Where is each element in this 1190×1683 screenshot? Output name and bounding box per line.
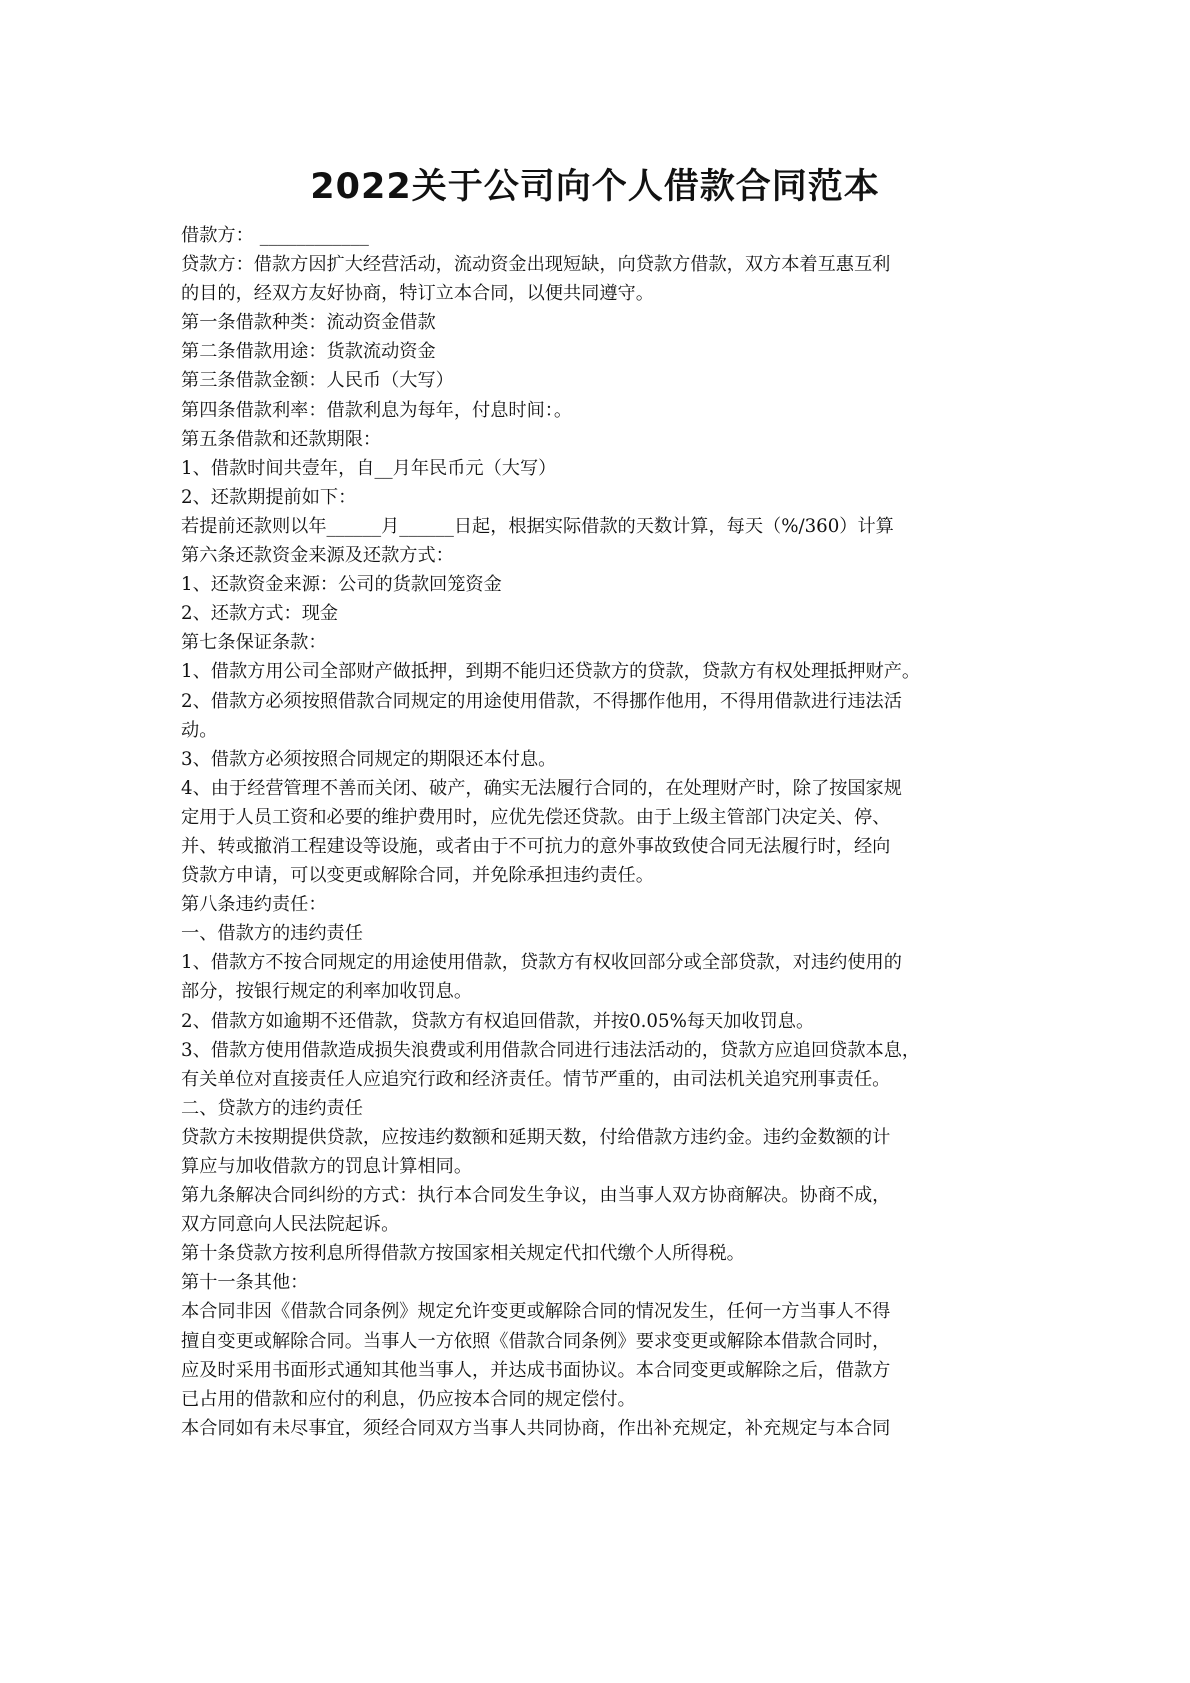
paragraph-line	[181, 977, 1031, 1006]
line-text: 2、借款方必须按照借款合同规定的用途使用借款，不得挪作他用，不得用借款进行违法活	[181, 690, 902, 712]
line-text: 定用于人员工资和必要的维护费用时，应优先偿还贷款。由于上级主管部门决定关、停、	[181, 806, 891, 828]
paragraph-line	[181, 861, 1031, 890]
line-text: 一、借款方的违约责任	[181, 923, 363, 945]
paragraph-line	[181, 745, 1031, 774]
line-text: 部分，按银行规定的利率加收罚息。	[181, 981, 473, 1003]
line-text: 贷款方申请，可以变更或解除合同，并免除承担违约责任。	[181, 865, 654, 887]
line-text: 的目的，经双方友好协商，特订立本合同，以便共同遵守。	[181, 283, 654, 305]
paragraph-line	[181, 1094, 1031, 1123]
paragraph-line	[181, 1036, 1031, 1065]
paragraph-line	[181, 628, 1031, 657]
line-text: 第十一条其他：	[181, 1272, 309, 1294]
paragraph-line	[181, 1297, 1031, 1326]
line-text: 2、还款期提前如下：	[181, 486, 357, 508]
paragraph-line	[181, 1007, 1031, 1036]
paragraph-line	[181, 948, 1031, 977]
line-text: 贷款方未按期提供贷款，应按违约数额和延期天数，付给借款方违约金。违约金数额的计	[181, 1126, 891, 1148]
line-text: 1、还款资金来源：公司的货款回笼资金	[181, 574, 502, 596]
paragraph-line	[181, 425, 1031, 454]
paragraph-line	[181, 483, 1031, 512]
paragraph-line	[181, 1181, 1031, 1210]
line-text: 第八条违约责任：	[181, 894, 327, 916]
paragraph-line	[181, 716, 1031, 745]
line-text: 若提前还款则以年______月______日起，根据实际借款的天数计算，每天（%/360）计算	[181, 515, 894, 537]
line-text: 3、借款方必须按照合同规定的期限还本付息。	[181, 748, 557, 770]
paragraph-line	[181, 570, 1031, 599]
paragraph-line	[181, 1356, 1031, 1385]
line-text: 借款方：	[181, 225, 254, 246]
line-text: 第六条还款资金来源及还款方式：	[181, 545, 454, 567]
line-text: 本合同非因《借款合同条例》规定允许变更或解除合同的情况发生，任何一方当事人不得	[181, 1301, 891, 1323]
paragraph-line	[181, 687, 1031, 716]
paragraph-line	[181, 657, 1031, 686]
paragraph-line	[181, 512, 1031, 541]
line-text: 擅自变更或解除合同。当事人一方依照《借款合同条例》要求变更或解除本借款合同时，	[181, 1330, 891, 1352]
paragraph-line	[181, 396, 1031, 425]
signature-blank: ____________	[259, 225, 369, 246]
line-text: 1、借款时间共壹年，自__月年民币元（大写）	[181, 457, 557, 479]
line-text: 第七条保证条款：	[181, 632, 327, 654]
line-text: 算应与加收借款方的罚息计算相同。	[181, 1156, 473, 1177]
paragraph-line	[181, 1210, 1031, 1239]
line-text: 双方同意向人民法院起诉。	[181, 1214, 400, 1236]
line-text: 有关单位对直接责任人应追究行政和经济责任。情节严重的，由司法机关追究刑事责任。	[181, 1068, 891, 1090]
line-text: 第一条借款种类：流动资金借款	[181, 312, 436, 334]
paragraph-line	[181, 1065, 1031, 1094]
line-text: 动。	[181, 719, 218, 741]
paragraph-line	[181, 1268, 1031, 1297]
paragraph-line	[181, 454, 1031, 483]
paragraph-line	[181, 366, 1031, 395]
line-text: 第十条贷款方按利息所得借款方按国家相关规定代扣代缴个人所得税。	[181, 1243, 745, 1265]
paragraph-line	[181, 308, 1031, 337]
paragraph-line	[181, 832, 1031, 861]
line-text: 第五条借款和还款期限：	[181, 428, 382, 450]
document-title: 2022关于公司向个人借款合同范本	[310, 167, 880, 207]
paragraph-line	[181, 337, 1031, 366]
paragraph-line	[181, 919, 1031, 948]
paragraph-line	[181, 279, 1031, 308]
paragraph-line	[181, 1327, 1031, 1356]
paragraph-line	[181, 803, 1031, 832]
line-text: 贷款方：借款方因扩大经营活动，流动资金出现短缺，向贷款方借款，双方本着互惠互利	[181, 254, 891, 276]
line-text: 本合同如有未尽事宜，须经合同双方当事人共同协商，作出补充规定，补充规定与本合同	[181, 1417, 891, 1439]
paragraph-line	[181, 1123, 1031, 1152]
line-text: 第四条借款利率：借款利息为每年，付息时间：。	[181, 399, 573, 421]
paragraph-line	[181, 1152, 1031, 1181]
line-text: 3、借款方使用借款造成损失浪费或利用借款合同进行违法活动的，贷款方应追回贷款本息，	[181, 1039, 921, 1061]
line-text: 1、借款方不按合同规定的用途使用借款，贷款方有权收回部分或全部贷款，对违约使用的	[181, 952, 902, 974]
line-text: 1、借款方用公司全部财产做抵押，到期不能归还贷款方的贷款，贷款方有权处理抵押财产。	[181, 661, 921, 683]
paragraph-line	[181, 541, 1031, 570]
line-text: 2、还款方式：现金	[181, 603, 339, 625]
document-body	[181, 221, 1031, 1443]
line-text: 4、由于经营管理不善而关闭、破产，确实无法履行合同的，在处理财产时，除了按国家规	[181, 777, 902, 799]
paragraph-line	[181, 221, 1031, 250]
paragraph-line	[181, 599, 1031, 628]
line-text: 第三条借款金额：人民币（大写）	[181, 370, 454, 392]
paragraph-line	[181, 1239, 1031, 1268]
line-text: 已占用的借款和应付的利息，仍应按本合同的规定偿付。	[181, 1388, 636, 1410]
paragraph-line	[181, 250, 1031, 279]
line-text: 2、借款方如逾期不还借款，贷款方有权追回借款，并按0.05%每天加收罚息。	[181, 1010, 815, 1032]
line-text: 应及时采用书面形式通知其他当事人，并达成书面协议。本合同变更或解除之后，借款方	[181, 1359, 891, 1381]
paragraph-line	[181, 774, 1031, 803]
paragraph-line	[181, 1414, 1031, 1443]
line-text: 第二条借款用途：货款流动资金	[181, 341, 436, 363]
line-text: 第九条解决合同纠纷的方式：执行本合同发生争议，由当事人双方协商解决。协商不成，	[181, 1185, 891, 1207]
line-text: 二、贷款方的违约责任	[181, 1097, 363, 1119]
paragraph-line	[181, 890, 1031, 919]
paragraph-line	[181, 1385, 1031, 1414]
line-text: 并、转或撤消工程建设等设施，或者由于不可抗力的意外事故致使合同无法履行时，经向	[181, 835, 891, 857]
